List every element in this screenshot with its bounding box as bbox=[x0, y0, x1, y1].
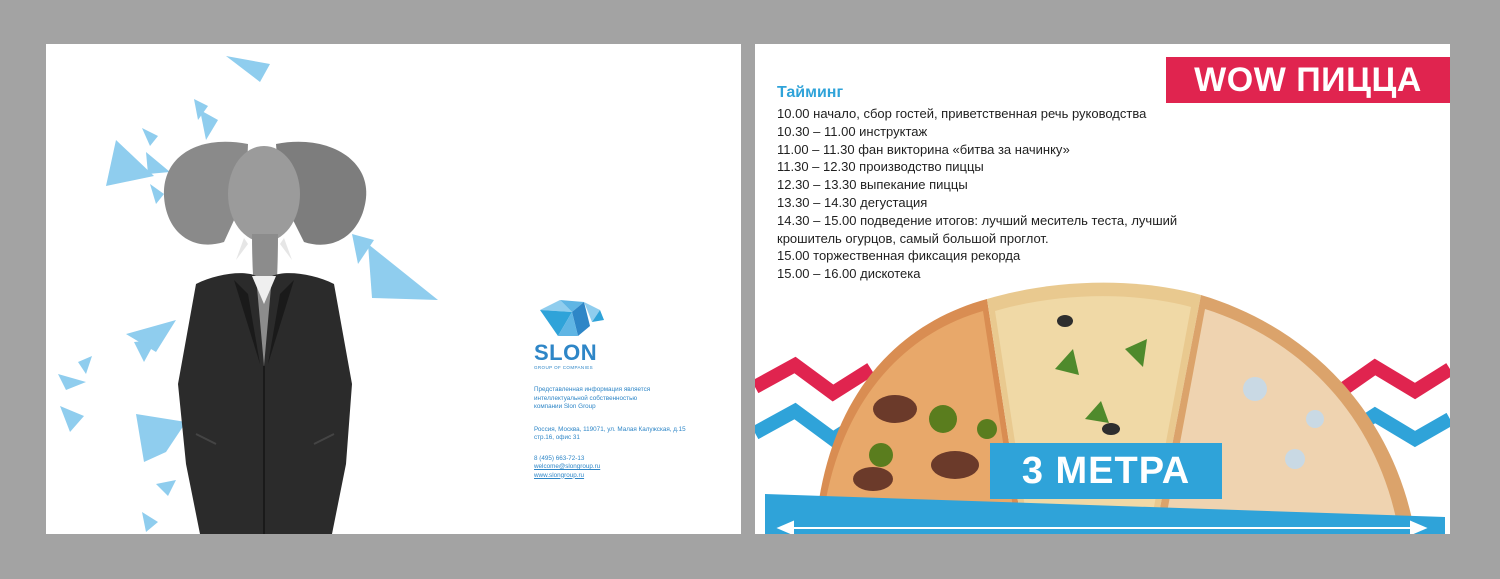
right-page bbox=[755, 44, 1450, 534]
email-link[interactable]: welcome@slongroup.ru bbox=[534, 463, 601, 470]
brand-name: SLON bbox=[534, 340, 598, 365]
timing-line: крошитель огурцов, самый большой проглот. bbox=[777, 230, 1049, 246]
timing-line: 11.30 – 12.30 производство пиццы bbox=[777, 159, 984, 175]
brand-tagline: GROUP OF COMPANIES bbox=[534, 365, 594, 370]
timing-line: 15.00 торжественная фиксация рекорда bbox=[777, 248, 1021, 264]
left-page bbox=[46, 44, 741, 534]
timing-block bbox=[777, 84, 1217, 283]
banner-title: WOW ПИЦЦА bbox=[1166, 57, 1450, 103]
contact-block bbox=[534, 455, 704, 481]
origami-elephant-icon bbox=[534, 296, 606, 340]
timing-line: 12.30 – 13.30 выпекание пиццы bbox=[777, 177, 968, 193]
info-text: Представленная информация является интеллектуальной собственностью компании Slon Group bbox=[534, 386, 651, 410]
timing-line: 15.00 – 16.00 дискотека bbox=[777, 266, 921, 282]
timing-line: 10.00 начало, сбор гостей, приветственная речь руководства bbox=[777, 106, 1147, 121]
timing-line: 14.30 – 15.00 подведение итогов: лучший меситель теста, лучший bbox=[777, 212, 1178, 228]
website-link[interactable]: www.slongroup.ru bbox=[534, 471, 585, 479]
company-info-block bbox=[534, 296, 704, 480]
timing-title: Тайминг bbox=[777, 84, 844, 101]
phone-text: 8 (495) 663-72-13 bbox=[534, 454, 585, 462]
timing-line: 13.30 – 14.30 дегустация bbox=[777, 194, 928, 210]
length-label: 3 МЕТРА bbox=[990, 443, 1222, 499]
elephant-businessman-image bbox=[156, 134, 376, 534]
address-text: Россия, Москва, 119071, ул. Малая Калужская, д.15 стр.16, офис 31 bbox=[534, 425, 686, 441]
timing-line: 10.30 – 11.00 инструктаж bbox=[777, 123, 928, 139]
timing-line: 11.00 – 11.30 фан викторина «битва за начинку» bbox=[777, 141, 1070, 157]
